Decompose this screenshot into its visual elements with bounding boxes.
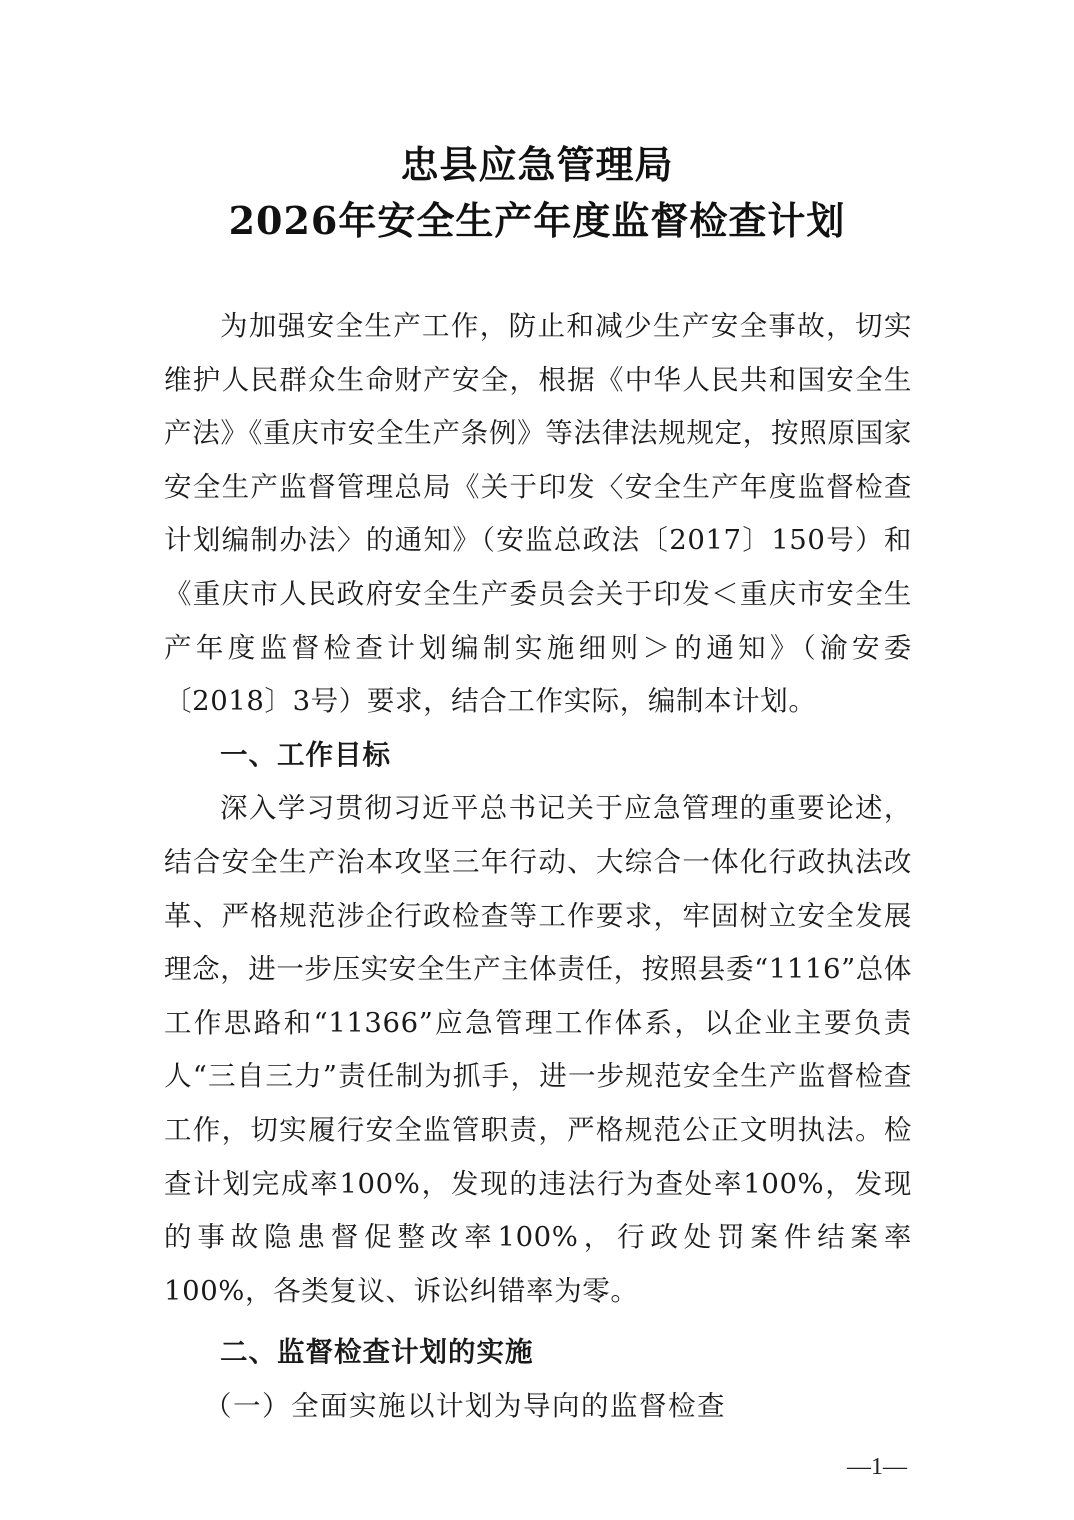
subsection-heading-plan-oriented-inspection: （一）全面实施以计划为导向的监督检查	[204, 1389, 726, 1422]
section-heading-work-goals: 一、工作目标	[220, 738, 391, 771]
document-title-plan: 2026年安全生产年度监督检查计划	[228, 198, 846, 243]
document-title-agency: 忠县应急管理局	[400, 142, 674, 187]
work-goals-paragraph: 深入学习贯彻习近平总书记关于应急管理的重要论述，结合安全生产治本攻坚三年行动、大综合一体化行政执法改革、严格规范涉企行政检查等工作要求，牢固树立安全发展理念，进一步压实安全生产主体责任，按照县委“1116”总体工作思路和“11366”应急管理工作体系，以企业主要负责人“三自三力”责任制为抓手，进一步规范安全生产监督检查工作，切实履行安全监管职责，严格规范公正文明执法。检查计划完成率100%，发现的违法行为查处率100%，发现的事故隐患督促整改率100%，行政处罚案件结案率100%，各类复议、诉讼纠错率为零。	[164, 792, 913, 1307]
intro-paragraph: 为加强安全生产工作，防止和减少生产安全事故，切实维护人民群众生命财产安全，根据《中华人民共和国安全生产法》《重庆市安全生产条例》等法律法规规定，按照原国家安全生产监督管理总局《关于印发〈安全生产年度监督检查计划编制办法〉的通知》（安监总政法〔2017〕150号）和《重庆市人民政府安全生产委员会关于印发＜重庆市安全生产年度监督检查计划编制实施细则＞的通知》（渝安委〔2018〕3号）要求，结合工作实际，编制本计划。	[164, 310, 912, 718]
section-heading-plan-implementation: 二、监督检查计划的实施	[220, 1336, 534, 1369]
page-number: —1—	[847, 1454, 907, 1480]
document-body	[164, 300, 912, 1433]
